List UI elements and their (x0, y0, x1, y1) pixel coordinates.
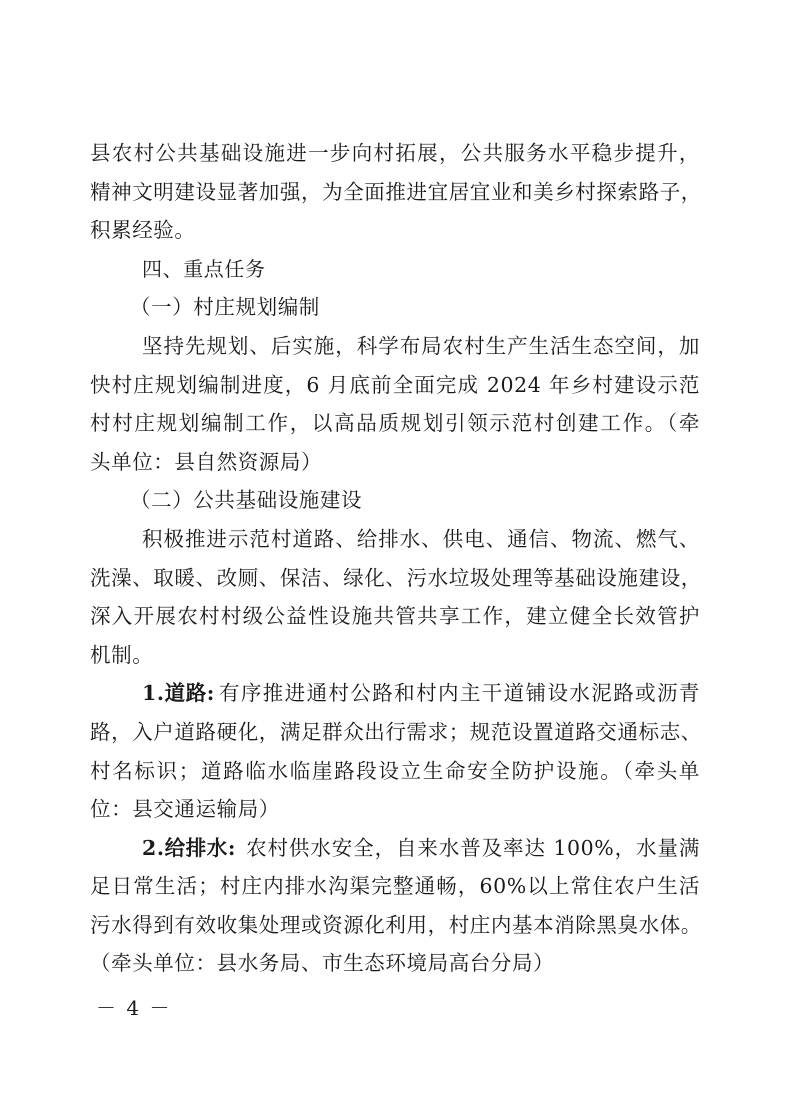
paragraph-line: 积累经验。 (90, 218, 196, 243)
paragraph-line: 位：县交通运输局） (90, 797, 280, 822)
item-line-water (90, 829, 700, 868)
subsection-heading: （二）公共基础设施建设 (130, 488, 363, 513)
item-text-water: 农村供水安全，自来水普及率达 100%，水量满 (246, 835, 700, 860)
body-text (90, 134, 700, 983)
item-label-water: 2.给排水: (142, 835, 237, 860)
paragraph-line: 快村庄规划编制进度，6 月底前全面完成 2024 年乡村建设示范 (90, 372, 700, 397)
subsection-heading: （一）村庄规划编制 (130, 295, 320, 320)
paragraph-line: 坚持先规划、后实施，科学布局农村生产生活生态空间，加 (142, 333, 700, 358)
paragraph-line: 污水得到有效收集处理或资源化利用，村庄内基本消除黑臭水体。 (90, 912, 702, 937)
paragraph-line: 积极推进示范村道路、给排水、供电、通信、物流、燃气、 (142, 526, 700, 551)
item-line-roads (90, 674, 700, 713)
paragraph-line: 精神文明建设显著加强，为全面推进宜居宜业和美乡村探索路子， (90, 179, 702, 204)
paragraph-line: 足日常生活；村庄内排水沟渠完整通畅，60%以上常住农户生活 (90, 874, 700, 899)
paragraph-line: （牵头单位：县水务局、市生态环境局高台分局） (90, 951, 555, 976)
paragraph-line: 村名标识；道路临水临崖路段设立生命安全防护设施。（牵头单 (90, 758, 700, 783)
paragraph-line: 村村庄规划编制工作，以高品质规划引领示范村创建工作。（牵 (90, 411, 700, 436)
paragraph-line: 机制。 (90, 642, 154, 667)
item-text-roads: 有序推进通村公路和村内主干道铺设水泥路或沥青 (218, 681, 700, 706)
paragraph-line: 深入开展农村村级公益性设施共管共享工作，建立健全长效管护 (90, 604, 700, 629)
paragraph-line: 头单位：县自然资源局） (90, 449, 323, 474)
paragraph-line: 县农村公共基础设施进一步向村拓展，公共服务水平稳步提升， (90, 141, 700, 165)
page-number: － 4 － (96, 996, 172, 1020)
paragraph-line: 路，入户道路硬化，满足群众出行需求；规范设置道路交通标志、 (90, 719, 702, 744)
item-label-roads: 1.道路: (142, 681, 215, 706)
section-heading: 四、重点任务 (142, 256, 266, 281)
paragraph-line: 洗澡、取暖、改厕、保洁、绿化、污水垃圾处理等基础设施建设， (90, 565, 702, 590)
